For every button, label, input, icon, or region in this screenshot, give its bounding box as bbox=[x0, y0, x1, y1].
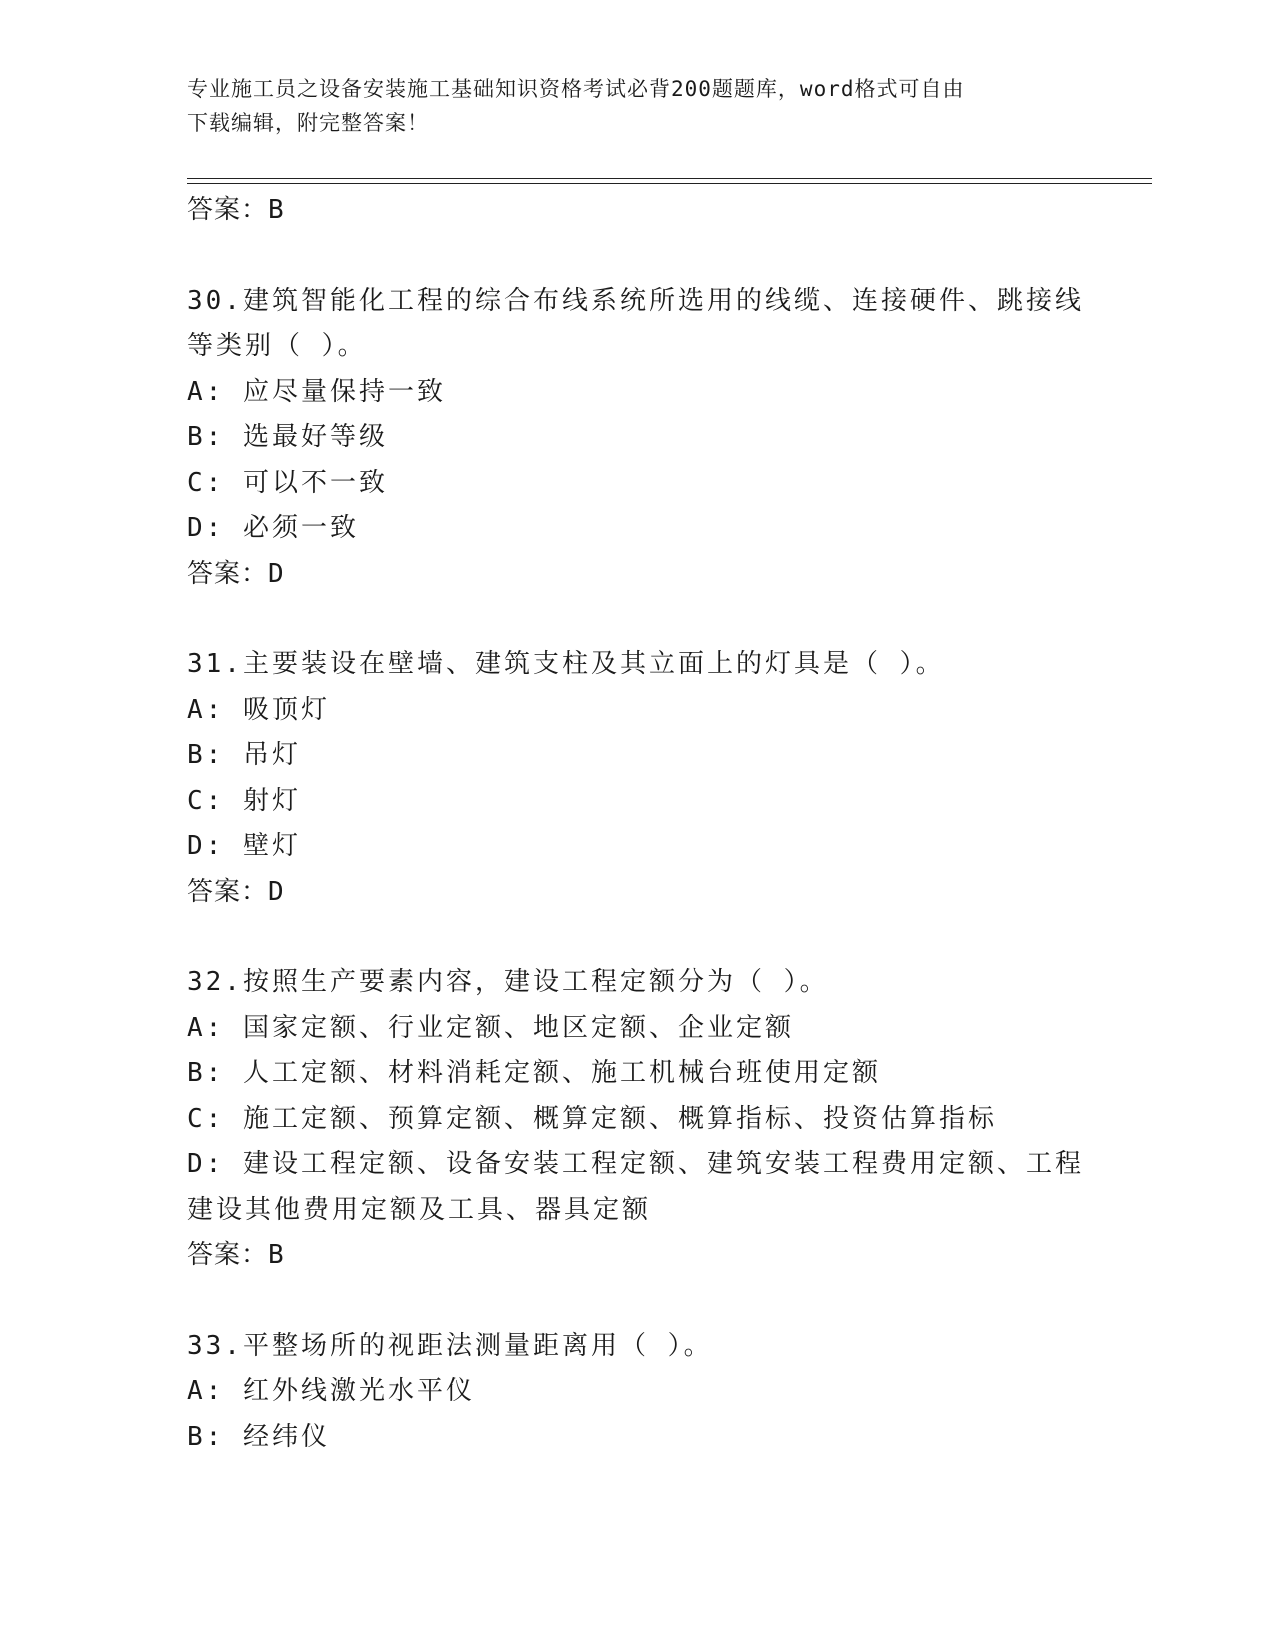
question-stem-continued: 等类别（ ）。 bbox=[187, 331, 367, 361]
option-c: C: 可以不一致 bbox=[187, 467, 388, 498]
option-a: A: 国家定额、行业定额、地区定额、企业定额 bbox=[187, 1012, 794, 1043]
answer-line: 答案：D bbox=[187, 558, 285, 589]
option-b: B: 吊灯 bbox=[187, 740, 301, 770]
question-stem: 30.建筑智能化工程的综合布线系统所选用的线缆、连接硬件、跳接线 bbox=[187, 285, 1084, 316]
option-a: A: 吸顶灯 bbox=[187, 694, 330, 725]
header-divider-top bbox=[187, 178, 1152, 179]
option-d-continued: 建设其他费用定额及工具、器具定额 bbox=[187, 1194, 652, 1225]
option-c: C: 施工定额、预算定额、概算定额、概算指标、投资估算指标 bbox=[187, 1103, 997, 1134]
option-a: A: 红外线激光水平仪 bbox=[187, 1376, 475, 1406]
question-item bbox=[187, 1324, 1087, 1461]
header-line-1: 专业施工员之设备安装施工基础知识资格考试必背200题题库，word格式可自由 bbox=[187, 77, 965, 101]
option-a: A: 应尽量保持一致 bbox=[187, 376, 446, 407]
document-header bbox=[187, 72, 1087, 140]
question-item bbox=[187, 642, 1087, 915]
question-item bbox=[187, 279, 1087, 598]
option-b: B: 人工定额、材料消耗定额、施工机械台班使用定额 bbox=[187, 1058, 881, 1088]
header-divider-bottom bbox=[187, 183, 1152, 184]
question-stem: 33.平整场所的视距法测量距离用（ ）。 bbox=[187, 1330, 713, 1361]
option-d: D: 必须一致 bbox=[187, 513, 359, 543]
option-b: B: 选最好等级 bbox=[187, 422, 388, 452]
option-b: B: 经纬仪 bbox=[187, 1421, 330, 1452]
question-list bbox=[187, 188, 1087, 1460]
question-stem: 32.按照生产要素内容，建设工程定额分为（ ）。 bbox=[187, 967, 829, 997]
option-c: C: 射灯 bbox=[187, 785, 301, 816]
header-line-2: 下载编辑，附完整答案！ bbox=[187, 111, 429, 135]
option-d: D: 壁灯 bbox=[187, 831, 301, 861]
option-d: D: 建设工程定额、设备安装工程定额、建筑安装工程费用定额、工程 bbox=[187, 1149, 1084, 1179]
question-item bbox=[187, 960, 1087, 1279]
answer-line: 答案：B bbox=[187, 1240, 285, 1270]
answer-line: 答案：D bbox=[187, 876, 285, 907]
answer-line: 答案：B bbox=[187, 195, 285, 225]
question-stem: 31.主要装设在壁墙、建筑支柱及其立面上的灯具是（ ）。 bbox=[187, 649, 945, 679]
